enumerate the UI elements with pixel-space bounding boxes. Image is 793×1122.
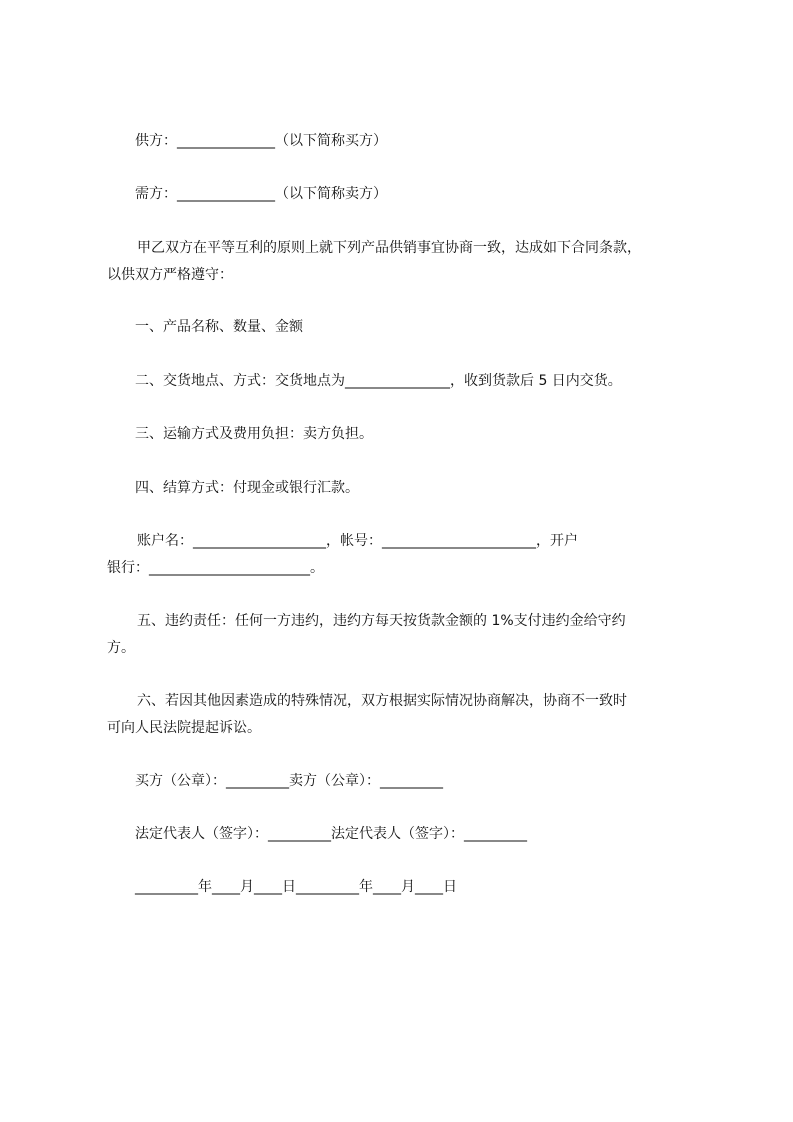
account-line-2: 银行：_______________________。	[107, 560, 324, 576]
clause-4: 四、结算方式：付现金或银行汇款。	[135, 480, 359, 496]
clause-6-line-1: 六、若因其他因素造成的特殊情况，双方根据实际情况协商解决，协商不一致时	[137, 693, 627, 709]
clause-1: 一、产品名称、数量、金额	[135, 319, 303, 335]
preamble-line-2: 以供双方严格遵守：	[107, 267, 233, 283]
preamble-line-1: 甲乙双方在平等互利的原则上就下列产品供销事宜协商一致，达成如下合同条款，	[137, 240, 641, 256]
clause-5-line-2: 方。	[107, 640, 135, 656]
clause-5-line-1: 五、违约责任：任何一方违约，违约方每天按货款金额的 1%支付违约金给守约	[137, 613, 626, 629]
date-line: _________年____月____日_________年____月____日	[135, 879, 457, 895]
seal-line: 买方（公章）：_________卖方（公章）：_________	[135, 773, 443, 789]
clause-3: 三、运输方式及费用负担：卖方负担。	[135, 426, 373, 442]
account-line-1: 账户名：___________________，帐号：______________________，开户	[137, 533, 578, 549]
clause-2: 二、交货地点、方式：交货地点为_______________，收到货款后 5 日内交货。	[135, 373, 622, 389]
clause-6-line-2: 可向人民法院提起诉讼。	[107, 720, 261, 736]
signature-line: 法定代表人（签字）：_________法定代表人（签字）：_________	[135, 826, 527, 842]
demander-line: 需方：______________（以下简称卖方）	[135, 186, 387, 202]
supplier-line: 供方：______________（以下简称买方）	[135, 133, 387, 149]
